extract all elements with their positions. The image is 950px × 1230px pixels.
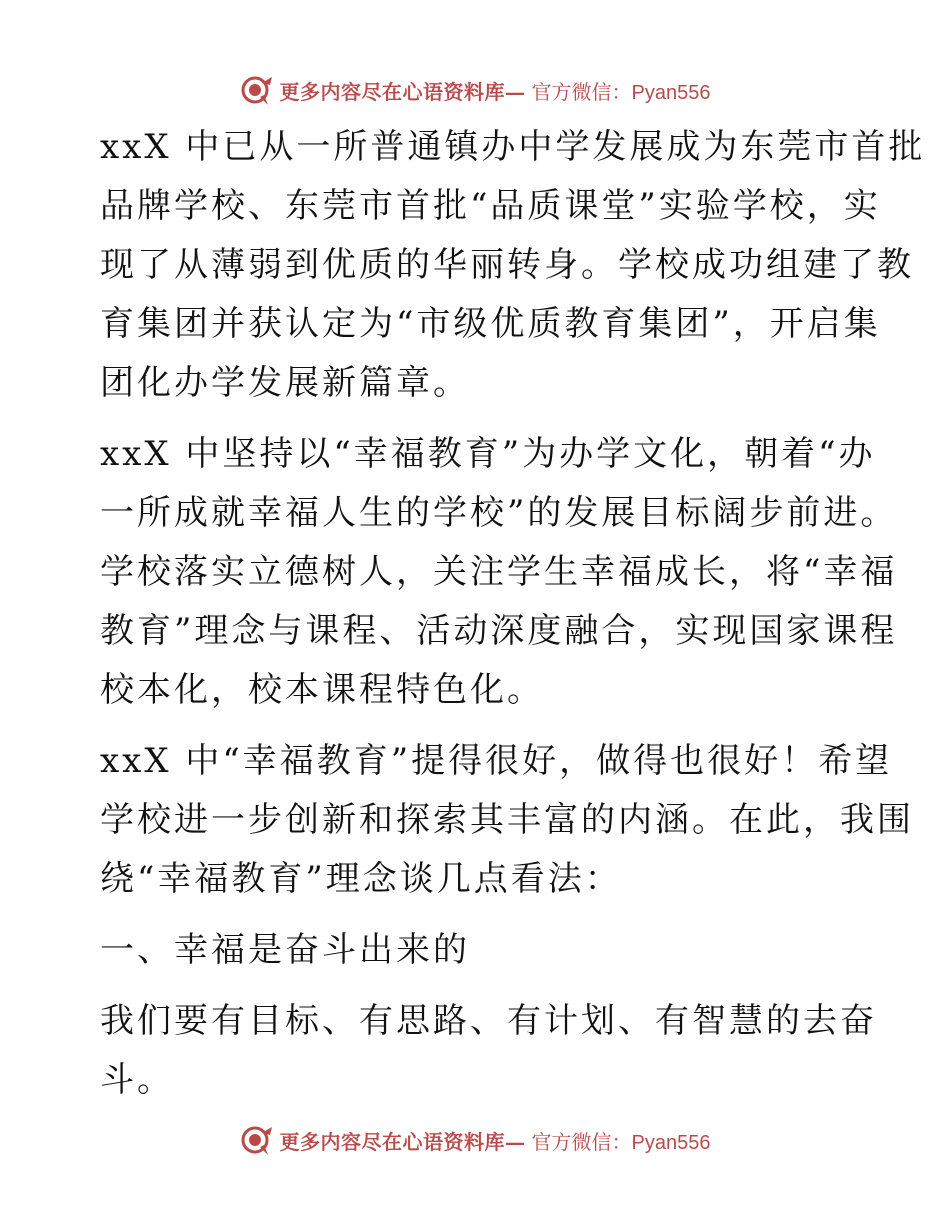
- document-body: [100, 118, 926, 1110]
- text-line: 我们要有目标、有思路、有计划、有智慧的去奋: [100, 1001, 877, 1041]
- watermark-banner-bottom: [0, 1120, 950, 1160]
- text-line: 一、幸福是奋斗出来的: [100, 930, 470, 970]
- text-line: 学校进一步创新和探索其丰富的内涵。在此，我围: [100, 800, 914, 840]
- section-heading: [100, 921, 860, 980]
- text-line: 教育”理念与课程、活动深度融合，实现国家课程: [100, 611, 898, 651]
- text-line: 绕“幸福教育”理念谈几点看法：: [100, 859, 622, 899]
- watermark-text: 更多内容尽在心语资料库—: [279, 79, 526, 104]
- text-line: 学校落实立德树人，关注学生幸福成长，将“幸福: [100, 552, 898, 592]
- ribbon-seal-icon: [240, 1123, 274, 1157]
- paragraph: [100, 992, 877, 1110]
- paragraph: [100, 425, 898, 720]
- text-line: 团化办学发展新篇章。: [100, 363, 470, 403]
- watermark-wechat: 官方微信：Pyan556: [531, 81, 711, 104]
- text-line: 斗。: [100, 1060, 174, 1100]
- text-line: xxX 中“幸福教育”提得很好，做得也很好！希望: [100, 741, 893, 781]
- text-line: 品牌学校、东莞市首批“品质课堂”实验学校，实: [100, 186, 881, 226]
- text-line: 现了从薄弱到优质的华丽转身。学校成功组建了教: [100, 245, 914, 285]
- text-line: 校本化，校本课程特色化。: [100, 670, 544, 710]
- ribbon-seal-icon: [240, 73, 274, 107]
- watermark-text: 更多内容尽在心语资料库—: [279, 1129, 526, 1154]
- text-line: 一所成就幸福人生的学校”的发展目标阔步前进。: [100, 493, 898, 533]
- paragraph: [100, 732, 914, 909]
- text-line: xxX 中已从一所普通镇办中学发展成为东莞市首批: [100, 127, 926, 167]
- watermark-wechat: 官方微信：Pyan556: [531, 1131, 711, 1154]
- text-line: xxX 中坚持以“幸福教育”为办学文化，朝着“办: [100, 434, 876, 474]
- watermark-banner-top: [0, 70, 950, 110]
- paragraph: [100, 118, 926, 413]
- text-line: 育集团并获认定为“市级优质教育集团”，开启集: [100, 304, 881, 344]
